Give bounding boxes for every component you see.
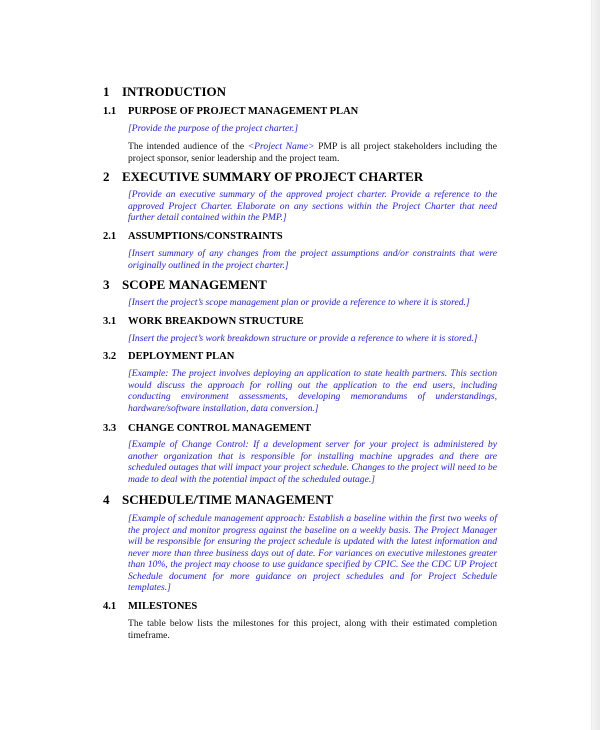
subsection-title: DEPLOYMENT PLAN xyxy=(128,351,235,362)
instruction-text: [Example: The project involves deploying an application to state health partners. This section would discuss the approach for rolling out the application to the end users, including conducting environment assessments, developing memorandums of understandings, hardware/software installation, data conversion.] xyxy=(128,368,497,414)
section-heading xyxy=(103,277,267,293)
section-number: 4 xyxy=(103,492,110,507)
subsection-heading xyxy=(103,316,304,327)
subsection-number: 3.2 xyxy=(103,351,117,362)
subsection-title: CHANGE CONTROL MANAGEMENT xyxy=(128,423,312,434)
subsection-number: 1.1 xyxy=(103,106,117,117)
section-number: 1 xyxy=(103,84,110,99)
section-heading xyxy=(103,84,226,100)
section-title: SCOPE MANAGEMENT xyxy=(122,277,267,292)
subsection-title: PURPOSE OF PROJECT MANAGEMENT PLAN xyxy=(128,106,359,117)
subsection-heading xyxy=(103,351,234,362)
section-heading xyxy=(103,492,333,508)
instruction-text: [Insert the project’s work breakdown structure or provide a reference to where it is stored.] xyxy=(128,333,478,344)
instruction-text: [Provide the purpose of the project charter.] xyxy=(128,123,299,134)
subsection-title: MILESTONES xyxy=(128,601,198,612)
instruction-text: [Example of Change Control: If a development server for your project is administered by another organization that is responsible for installing machine upgrades and there are scheduled outages that will impact your project schedule. Changes to the project will need to be made to deal with the potential impact of the scheduled outage.] xyxy=(128,439,497,485)
instruction-text: [Insert summary of any changes from the project assumptions and/or constraints that were originally outlined in the project charter.] xyxy=(128,248,497,271)
section-title: SCHEDULE/TIME MANAGEMENT xyxy=(122,492,334,507)
subsection-number: 3.1 xyxy=(103,316,117,327)
body-text: The table below lists the milestones for this project, along with their estimated completion timeframe. xyxy=(128,618,497,641)
section-title: EXECUTIVE SUMMARY OF PROJECT CHARTER xyxy=(122,169,424,184)
section-heading xyxy=(103,169,423,185)
section-number: 3 xyxy=(103,277,110,292)
subsection-heading xyxy=(103,106,358,117)
project-name-placeholder: <Project Name> xyxy=(247,141,315,152)
body-text xyxy=(128,141,497,164)
body-text-part: PMP is all project stakeholders including the project sponsor, senior leadership and the project team. xyxy=(128,141,497,164)
subsection-number: 2.1 xyxy=(103,231,117,242)
subsection-number: 3.3 xyxy=(103,423,117,434)
page-edge xyxy=(591,0,600,730)
subsection-title: WORK BREAKDOWN STRUCTURE xyxy=(128,316,304,327)
subsection-number: 4.1 xyxy=(103,601,117,612)
subsection-heading xyxy=(103,423,311,434)
subsection-heading xyxy=(103,601,197,612)
instruction-text: [Insert the project’s scope management plan or provide a reference to where it is stored.] xyxy=(128,297,470,308)
instruction-text: [Example of schedule management approach: Establish a baseline within the first two weeks of the project and monitor progress against the baseline on a weekly basis. The Project Manager will be responsible for ensuring the project schedule is updated with the latest information and never more than three business days out of date. For variances on executive milestones greater than 10%, the project may choose to use guidance specified by CPIC. See the CDC UP Project Schedule document for more guidance on project schedules and for Project Schedule templates.] xyxy=(128,513,497,593)
subsection-heading xyxy=(103,231,283,242)
instruction-text: [Provide an executive summary of the approved project charter. Provide a reference to the approved Project Charter. Elaborate on any sections within the Project Charter that need further detail contained within the PMP.] xyxy=(128,189,497,223)
section-number: 2 xyxy=(103,169,110,184)
section-title: INTRODUCTION xyxy=(122,84,227,99)
subsection-title: ASSUMPTIONS/CONSTRAINTS xyxy=(128,231,283,242)
body-text-part: The intended audience of the xyxy=(128,141,248,152)
